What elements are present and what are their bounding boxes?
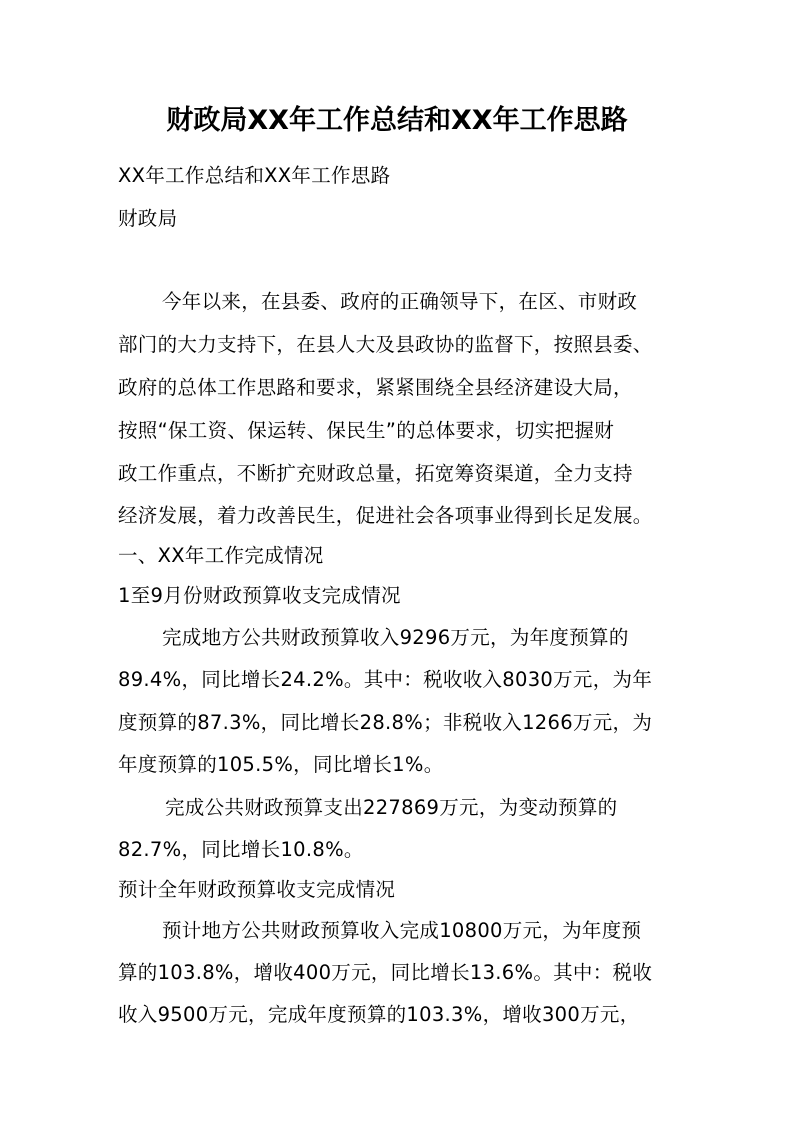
document-author: 财政局 (118, 207, 178, 230)
body-line: 89.4%，同比增长24.2%。其中：税收收入8030万元，为年 (118, 668, 653, 691)
body-line: 完成公共财政预算支出227869万元，为变动预算的 (165, 796, 618, 819)
body-line: 年度预算的105.5%，同比增长1%。 (118, 753, 444, 776)
body-line: 完成地方公共财政预算收入9296万元，为年度预算的 (162, 626, 629, 649)
body-line: 按照“保工资、保运转、保民生”的总体要求，切实把握财 (118, 419, 615, 442)
subsection-heading: 预计全年财政预算收支完成情况 (118, 878, 396, 901)
document-subtitle: XX年工作总结和XX年工作思路 (118, 164, 391, 187)
section-heading: 一、XX年工作完成情况 (118, 544, 324, 567)
body-line: 今年以来，在县委、政府的正确领导下，在区、市财政 (162, 290, 638, 313)
body-line: 收入9500万元，完成年度预算的103.3%，增收300万元， (118, 1003, 640, 1026)
body-line: 预计地方公共财政预算收入完成10800万元，为年度预 (162, 919, 642, 942)
document-title: 财政局XX年工作总结和XX年工作思路 (166, 105, 628, 136)
body-line: 82.7%，同比增长10.8%。 (118, 838, 364, 861)
body-line: 部门的大力支持下，在县人大及县政协的监督下，按照县委、 (118, 333, 653, 356)
body-line: 算的103.8%，增收400万元，同比增长13.6%。其中：税收 (118, 961, 653, 984)
body-line: 政府的总体工作思路和要求，紧紧围绕全县经济建设大局， (118, 376, 633, 399)
body-line: 政工作重点，不断扩充财政总量，拓宽筹资渠道，全力支持 (118, 462, 633, 485)
subsection-heading: 1至9月份财政预算收支完成情况 (118, 584, 401, 607)
body-line: 经济发展，着力改善民生，促进社会各项事业得到长足发展。 (118, 504, 653, 527)
body-line: 度预算的87.3%，同比增长28.8%；非税收入1266万元，为 (118, 711, 653, 734)
